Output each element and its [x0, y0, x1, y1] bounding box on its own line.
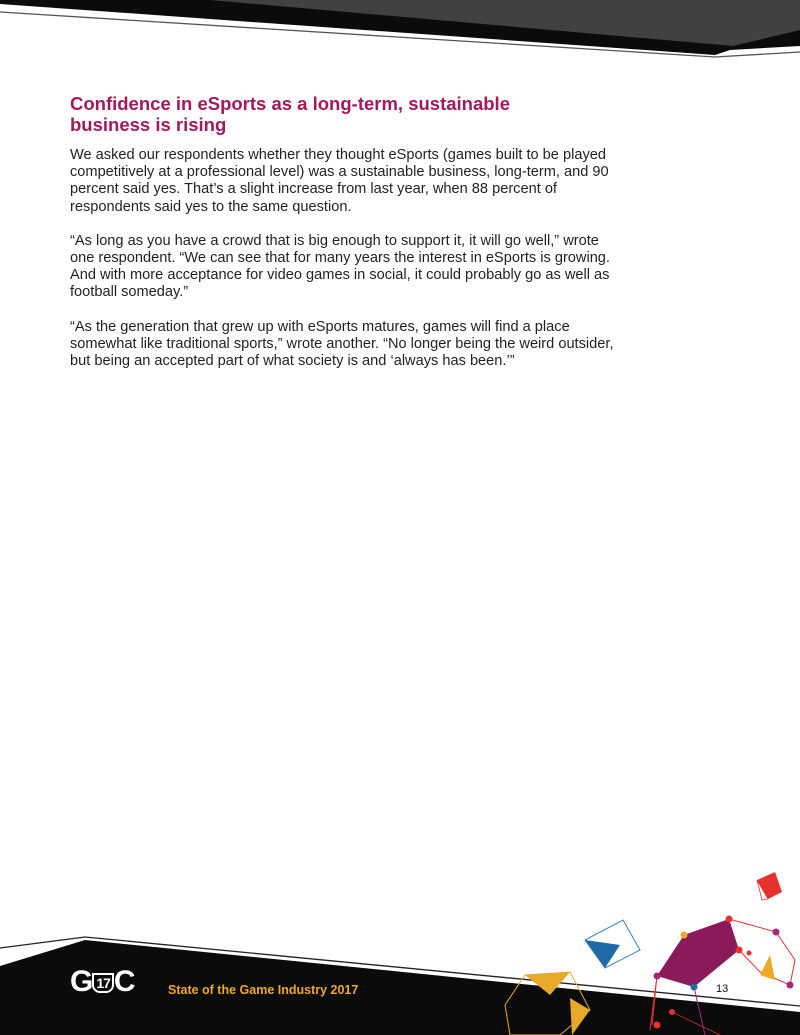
paragraph: “As the generation that grew up with eSports matures, games will find a place somewhat like traditional sports,” wrote another. “No longer being the weird outsider, but being an accepted part of what society is and ‘always has been.’” — [70, 318, 614, 370]
paragraph: “As long as you have a crowd that is big enough to support it, it will go well,” wrote one respondent. “We can see that for many years the interest in eSports is growing. And with more acceptance for video games in social, it could probably go as well as football someday.” — [70, 232, 610, 301]
footer-title: State of the Game Industry 2017 — [168, 983, 359, 997]
section-heading: Confidence in eSports as a long-term, sustainable business is rising — [70, 93, 510, 135]
gdc-logo: G 17 C — [70, 965, 135, 998]
page-number: 13 — [716, 983, 729, 995]
body-text — [70, 147, 615, 387]
paragraph: We asked our respondents whether they thought eSports (games built to be played competitively at a professional level) was a sustainable business, long-term, and 90 percent said yes. That’s a slight increase from last year, when 88 percent of respondents said yes to the same question. — [70, 147, 609, 215]
purple-hexagon-icon — [657, 919, 739, 987]
